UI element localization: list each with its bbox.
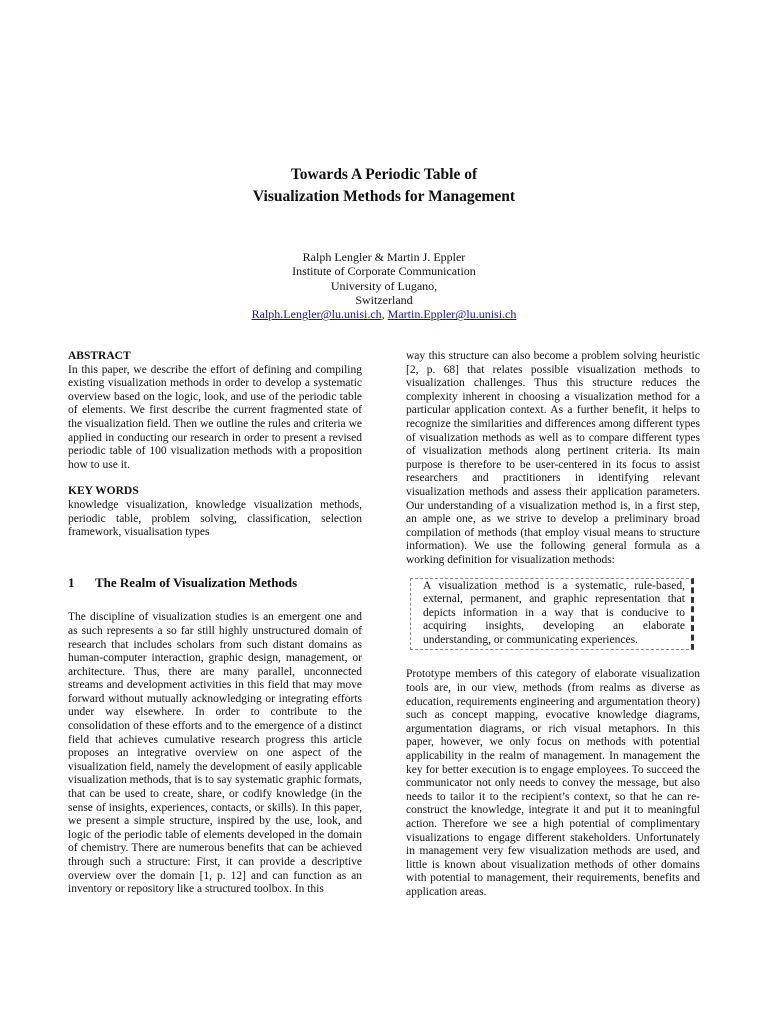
abstract-text: In this paper, we describe the effort of defining and compiling existing visualization methods in order to develop a systematic overview based on the logic, look, and use of the periodic table of elements. We first describe the current fragmented state of the visualization field. Then we outline the rules and criteria we applied in conducting our research in order to present a revised periodic table of 100 visualization methods with a proposition how to use it.: [68, 363, 362, 471]
paper-title: [0, 164, 768, 208]
title-line-2: Visualization Methods for Management: [252, 188, 516, 205]
left-column: [68, 350, 362, 897]
section-number: 1: [68, 574, 75, 590]
section-title: The Realm of Visualization Methods: [95, 574, 298, 590]
author-block: [0, 250, 768, 321]
email-separator: ,: [381, 307, 385, 322]
email-link-lengler[interactable]: Ralph.Lengler@lu.unisi.ch: [251, 307, 382, 322]
email-link-eppler[interactable]: Martin.Eppler@lu.unisi.ch: [387, 307, 517, 322]
section-heading: [68, 576, 362, 590]
author-country: Switzerland: [355, 292, 413, 307]
abstract-heading: ABSTRACT: [68, 350, 131, 362]
title-line-1: Towards A Periodic Table of: [290, 166, 478, 183]
keywords-heading: KEY WORDS: [68, 485, 139, 498]
author-names: Ralph Lengler & Martin J. Eppler: [302, 250, 466, 264]
section-paragraph-1: The discipline of visualization studies is an emergent one and as such represents a so far still highly unstructured domain of research that includes scholars from such distant domains as human-computer interaction, graphic design, management, or architecture. Thus, there are many parallel, unconnected streams and development activities in this field that may move forward without mutually acknowledging or integrating efforts under way elsewhere. In order to contribute to the consolidation of these efforts and to the emergence of a distinct field that achieves cumulative research progress this article proposes an integrative overview on one aspect of the visualization field, namely the development of easily applicable visualization methods, that is to say systematic graphic formats, that can be used to create, share, or codify knowledge (in the sense of insights, experiences, contacts, or skills). In this paper, we present a simple structure, inspired by the use, look, and logic of the periodic table of elements developed in the domain of chemistry. There are numerous benefits that can be achieved through such a structure: First, it can provide a descriptive overview over the domain [1, p. 12] and can function as an inventory or repository like a structured toolbox. In this: [68, 611, 362, 896]
definition-box: A visualization method is a systematic, rule-based, external, permanent, and graphic representation that depicts information in a way that is conducive to acquiring insights, developing an elaborate understanding, or communicating experiences.: [410, 578, 694, 651]
author-university: University of Lugano,: [330, 278, 438, 293]
right-paragraph-1: way this structure can also become a problem solving heuristic [2, p. 68] that relates possible visualization methods to visualization challenges. Thus this structure reduces the complexity inherent in choosing a visualization method for a particular application context. As a further benefit, it helps to recognize the similarities and differences among different types of visualization methods as well as to compare different types of visualization methods along pertinent criteria. Its main purpose is therefore to be user-centered in its focus to assist researchers and practitioners in identifying relevant visualization methods and assess their application parameters. Our understanding of a visualization method is, in a first step, an ample one, as we strive to develop a preliminary broad compilation of methods (that employ visual means to structure information). We use the following general formula as a working definition for visualization methods:: [406, 350, 700, 566]
keywords-text: knowledge visualization, knowledge visualization methods, periodic table, problem solving, classification, selection framework, visualisation types: [68, 498, 362, 539]
right-paragraph-2: Prototype members of this category of elaborate visualization tools are, in our view, methods (from realms as diverse as education, requirements engineering and argumentation theory) such as concept mapping, evocative knowledge diagrams, argumentation diagrams, or rich visual metaphors. In this paper, however, we only focus on methods with potential applicability in the realm of management. In management the key for better execution is to engage employees. To succeed the communicator not only needs to convey the message, but also needs to tailor it to the recipient’s context, so that he can re-construct the knowledge, integrate it and put it to meaningful action. Therefore we see a high potential of complimentary visualizations to engage different stakeholders. Unfortunately in management very few visualization methods are used, and little is known about visualization methods of other domains with potential to management, their requirements, benefits and application areas.: [406, 668, 700, 898]
author-institute: Institute of Corporate Communication: [292, 264, 476, 279]
right-column: [406, 350, 700, 900]
author-emails: [0, 307, 768, 321]
